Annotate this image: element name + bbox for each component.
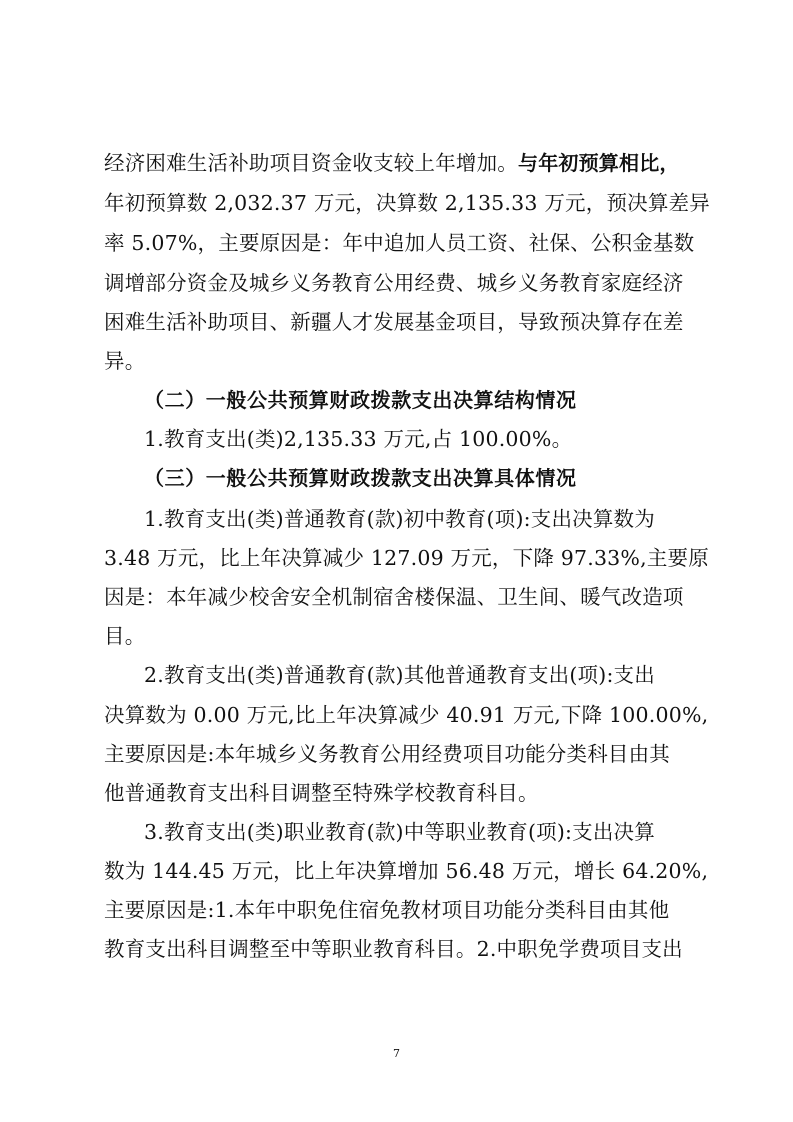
paragraph-line: 决算数为 0.00 万元,比上年决算减少 40.91 万元,下降 100.00%,: [104, 703, 709, 727]
paragraph-line: 1.教育支出(类)普通教育(款)初中教育(项):支出决算数为: [144, 507, 655, 531]
paragraph-line: 因是：本年减少校舍安全机制宿舍楼保温、卫生间、暖气改造项: [104, 585, 684, 609]
paragraph-line: 困难生活补助项目、新疆人才发展基金项目，导致预决算存在差: [104, 310, 684, 334]
paragraph-line: 3.教育支出(类)职业教育(款)中等职业教育(项):支出决算: [144, 820, 655, 844]
paragraph-line: 调增部分资金及城乡义务教育公用经费、城乡义务教育家庭经济: [104, 271, 684, 295]
paragraph-line: 目。: [104, 624, 146, 648]
line-text: 经济困难生活补助项目资金收支较上年增加。: [104, 151, 518, 175]
paragraph-line: 异。: [104, 349, 146, 373]
section-heading-2: （二）一般公共预算财政拨款支出决算结构情况: [144, 388, 577, 412]
page-number: 7: [393, 1047, 400, 1060]
paragraph-line: 率 5.07%，主要原因是：年中追加人员工资、社保、公积金基数: [104, 231, 695, 255]
paragraph-line: 他普通教育支出科目调整至特殊学校教育科目。: [104, 781, 539, 805]
paragraph-line: 1.教育支出(类)2,135.33 万元,占 100.00%。: [144, 427, 573, 451]
paragraph-line: 3.48 万元，比上年决算减少 127.09 万元，下降 97.33%,主要原: [104, 546, 709, 570]
paragraph-line: 主要原因是:本年城乡义务教育公用经费项目功能分类科目由其: [104, 742, 671, 766]
paragraph-line: 主要原因是:1.本年中职免住宿免教材项目功能分类科目由其他: [104, 898, 670, 922]
paragraph-line: 2.教育支出(类)普通教育(款)其他普通教育支出(项):支出: [144, 663, 655, 687]
paragraph-line: 教育支出科目调整至中等职业教育科目。2.中职免学费项目支出: [104, 937, 683, 961]
section-heading-3: （三）一般公共预算财政拨款支出决算具体情况: [144, 466, 577, 490]
paragraph-line: 数为 144.45 万元，比上年决算增加 56.48 万元，增长 64.20%,: [104, 859, 709, 883]
paragraph-line: [104, 148, 704, 178]
bold-phrase: 与年初预算相比，: [518, 151, 680, 175]
paragraph-line: 年初预算数 2,032.37 万元，决算数 2,135.33 万元，预决算差异: [104, 191, 710, 215]
